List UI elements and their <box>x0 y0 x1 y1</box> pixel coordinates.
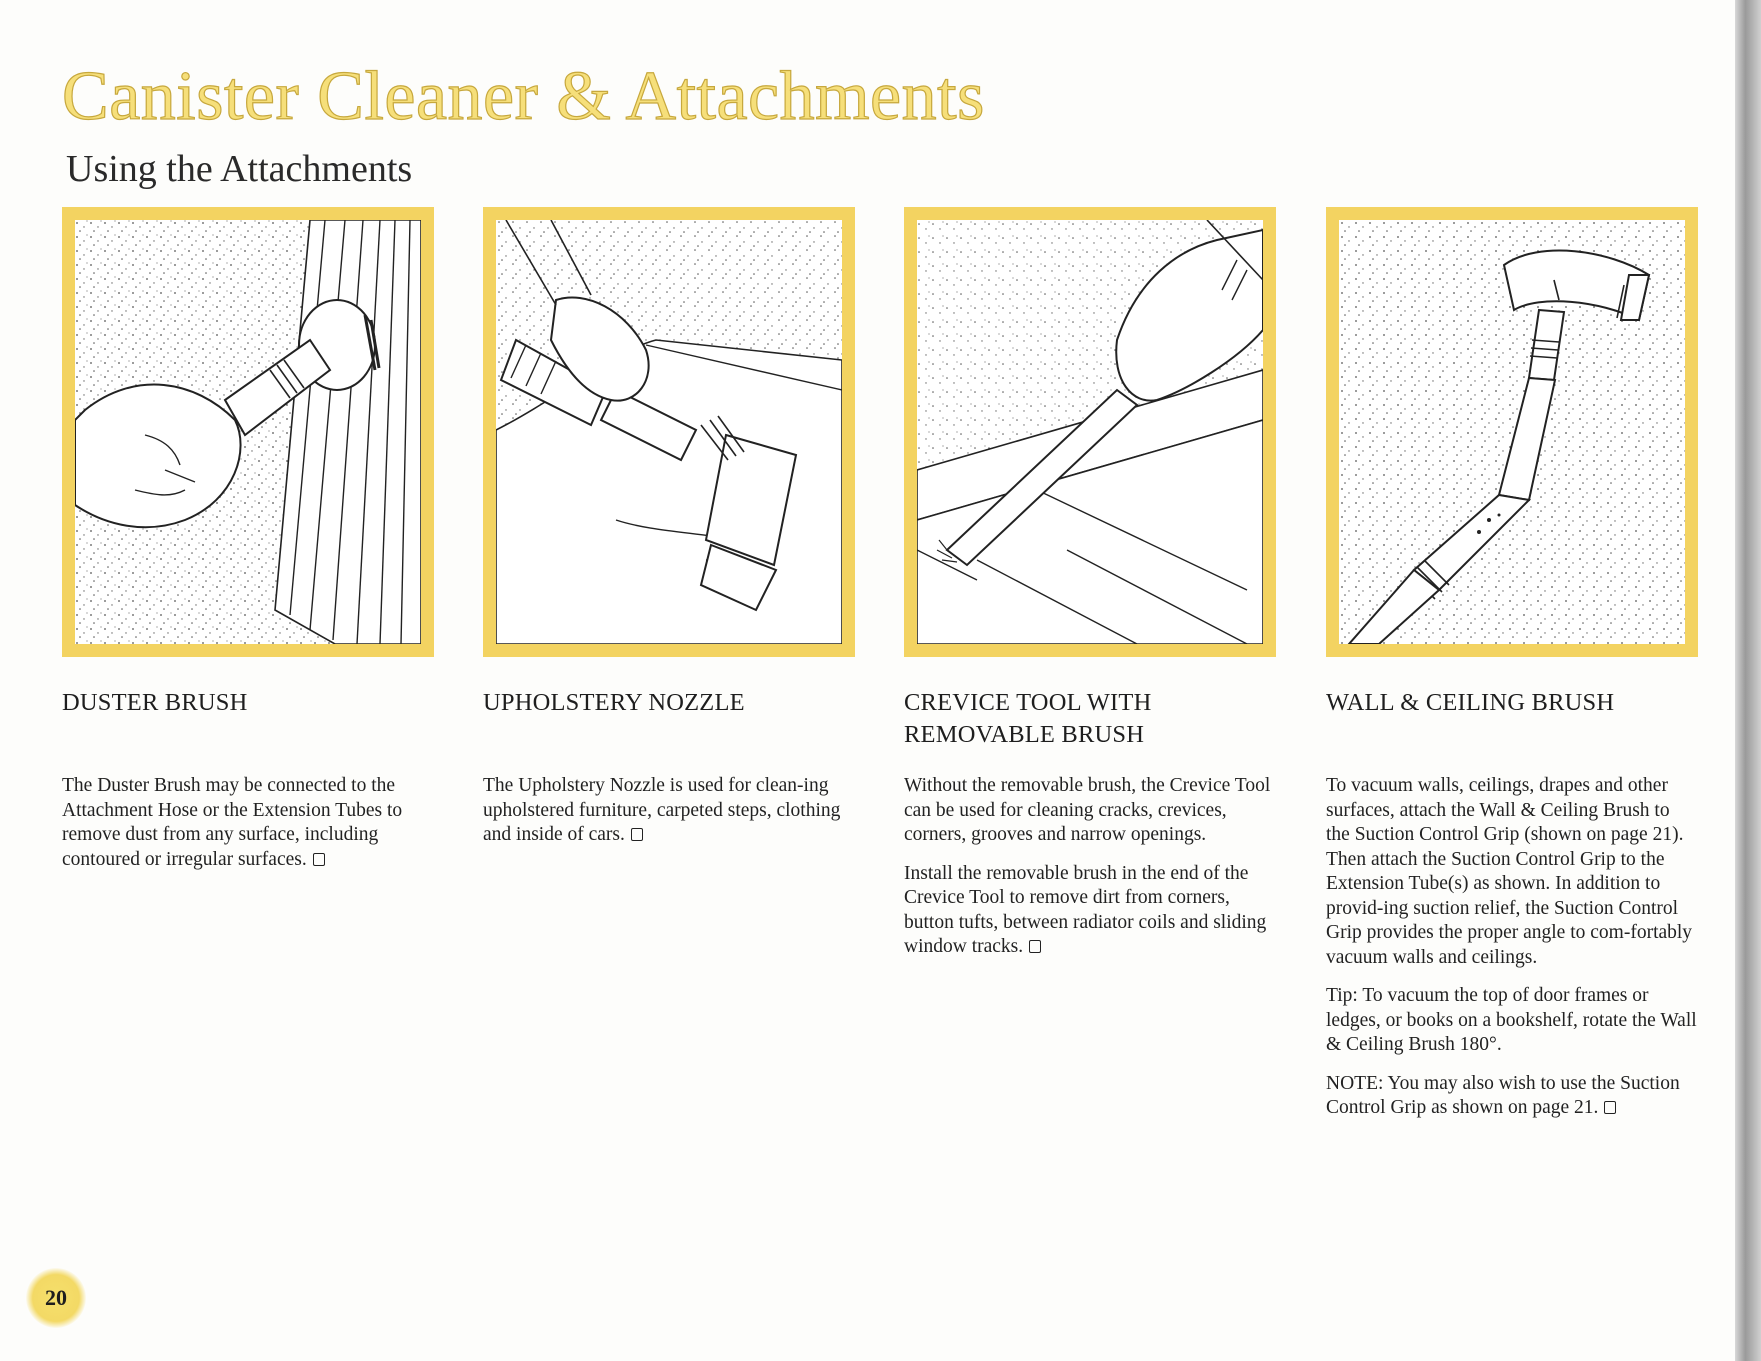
upholstery-nozzle-heading: UPHOLSTERY NOZZLE <box>483 689 745 716</box>
crevice-tool-illustration-frame <box>904 207 1276 657</box>
crevice-tool-paragraph-2: Install the removable brush in the end of the Crevice Tool to remove dirt from corners, button tufts, between radiator coils and sliding window tracks. <box>904 862 1267 957</box>
crevice-tool-heading: CREVICE TOOL WITH REMOVABLE BRUSH <box>904 689 1152 748</box>
end-of-section-box-icon <box>313 853 325 866</box>
end-of-section-box-icon <box>631 828 643 841</box>
page-subtitle: Using the Attachments <box>66 148 413 190</box>
wall-ceiling-brush-paragraph-1: To vacuum walls, ceilings, drapes and other surfaces, attach the Wall & Ceiling Brush to the Suction Control Grip (shown on page 21). Then attach the Suction Control Grip to the Extension Tube(s) as shown. In addition to provid-ing suction relief, the Suction Control Grip provides the proper angle to com-fortably vacuum walls and ceilings. <box>1326 775 1693 968</box>
wall-ceiling-brush-heading: WALL & CEILING BRUSH <box>1326 689 1615 716</box>
wall-ceiling-brush-tip: Tip: To vacuum the top of door frames or ledges, or books on a bookshelf, rotate the Wall & Ceiling Brush 180°. <box>1326 985 1697 1055</box>
duster-brush-illustration-frame <box>62 207 434 657</box>
duster-brush-heading: DUSTER BRUSH <box>62 689 248 716</box>
end-of-section-box-icon <box>1029 940 1041 953</box>
wall-ceiling-brush-illustration-frame <box>1326 207 1698 657</box>
upholstery-nozzle-illustration <box>496 220 842 644</box>
upholstery-nozzle-paragraph: The Upholstery Nozzle is used for clean-ing upholstered furniture, carpeted steps, clothing and inside of cars. <box>483 775 841 845</box>
column-crevice-tool <box>904 207 1276 957</box>
crevice-tool-illustration <box>917 220 1263 644</box>
wall-ceiling-brush-note: NOTE: You may also wish to use the Suction Control Grip as shown on page 21. <box>1326 1072 1680 1118</box>
upholstery-nozzle-body <box>483 774 855 862</box>
crevice-tool-body <box>904 774 1276 974</box>
duster-brush-paragraph: The Duster Brush may be connected to the Attachment Hose or the Extension Tubes to remove dust from any surface, including contoured or irregular surfaces. <box>62 775 403 870</box>
page-title: Canister Cleaner & Attachments <box>62 58 985 135</box>
column-wall-ceiling-brush <box>1326 207 1698 1118</box>
wall-ceiling-brush-illustration <box>1339 220 1685 644</box>
duster-brush-body <box>62 774 434 886</box>
page-binding-edge <box>1735 0 1761 1361</box>
crevice-tool-paragraph-1: Without the removable brush, the Crevice Tool can be used for cleaning cracks, crevices, corners, grooves and narrow openings. <box>904 775 1271 845</box>
page-number: 20 <box>26 1268 86 1328</box>
duster-brush-illustration <box>75 220 421 644</box>
wall-ceiling-brush-body <box>1326 774 1698 1135</box>
column-upholstery-nozzle <box>483 207 855 845</box>
column-duster-brush <box>62 207 434 870</box>
upholstery-nozzle-illustration-frame <box>483 207 855 657</box>
end-of-section-box-icon <box>1604 1101 1616 1114</box>
